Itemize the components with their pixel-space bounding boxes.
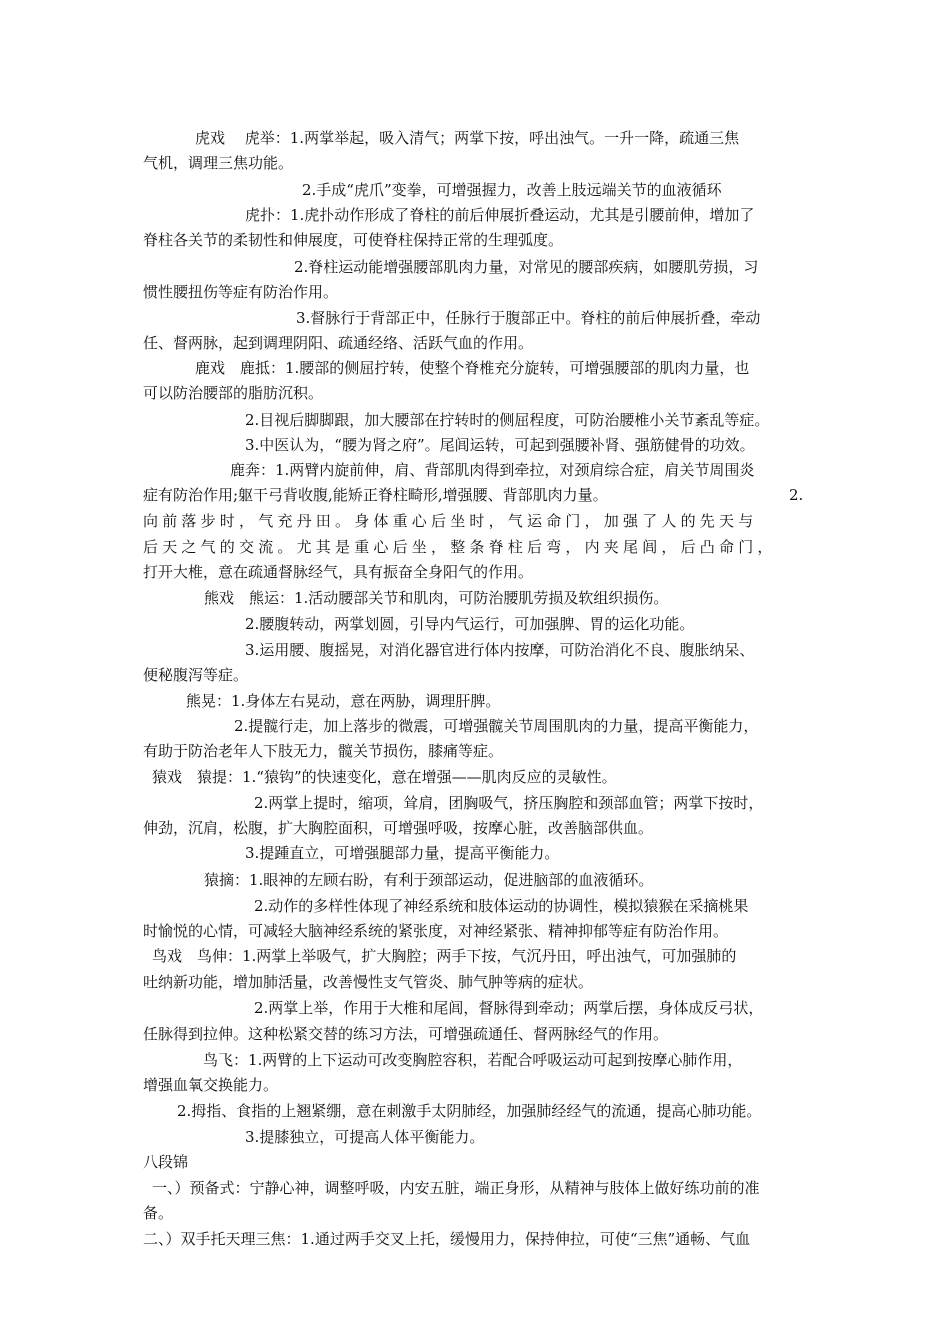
text-line: 有助于防治老年人下肢无力，髋关节损伤，膝痛等症。 xyxy=(143,742,504,760)
text-line: 可以防治腰部的脂肪沉积。 xyxy=(143,384,324,402)
text-line: 鸟戏 鸟伸：1.两掌上举吸气，扩大胸腔；两手下按，气沉丹田，呼出浊气，可加强肺的 xyxy=(152,947,737,965)
text-line: 症有防治作用;躯干弓背收腹,能矫正脊柱畸形,增强腰、背部肌肉力量。 xyxy=(143,486,608,504)
text-line: 2.动作的多样性体现了神经系统和肢体运动的协调性，模拟猿猴在采摘桃果 xyxy=(254,897,749,915)
text-line: 2.腰腹转动，两掌划圆，引导内气运行，可加强脾、胃的运化功能。 xyxy=(245,615,695,633)
text-line: 2.脊柱运动能增强腰部肌肉力量，对常见的腰部疾病，如腰肌劳损，习 xyxy=(294,258,759,276)
text-line: 鸟飞：1.两臂的上下运动可改变胸腔容积，若配合呼吸运动可起到按摩心肺作用， xyxy=(203,1051,743,1069)
text-line: 时愉悦的心情，可减轻大脑神经系统的紧张度，对神经紧张、精神抑郁等症有防治作用。 xyxy=(143,922,729,940)
text-line: 后天之气的交流。尤其是重心后坐，整条脊柱后弯，内夹尾闾，后凸命门， xyxy=(143,538,777,556)
text-line: 脊柱各关节的柔韧性和伸展度，可使脊柱保持正常的生理弧度。 xyxy=(143,231,564,249)
text-line: 惯性腰扭伤等症有防治作用。 xyxy=(143,283,339,301)
text-line: 任、督两脉，起到调理阴阳、疏通经络、活跃气血的作用。 xyxy=(143,334,534,352)
text-line: 便秘腹泻等症。 xyxy=(143,666,249,684)
text-line: 熊晃：1.身体左右晃动，意在两胁，调理肝脾。 xyxy=(186,692,501,710)
text-line: 3.提踵直立，可增强腿部力量，提高平衡能力。 xyxy=(245,844,560,862)
text-line: 熊戏 熊运：1.活动腰部关节和肌肉，可防治腰肌劳损及软组织损伤。 xyxy=(204,589,669,607)
text-line: 猿摘：1.眼神的左顾右盼，有利于颈部运动，促进脑部的血液循环。 xyxy=(204,871,654,889)
section-heading: 八段锦 xyxy=(143,1153,189,1171)
text-line: 2.拇指、食指的上翘紧绷，意在刺激手太阴肺经，加强肺经经气的流通，提高心肺功能。 xyxy=(177,1102,762,1120)
text-line: 猿戏 猿提：1.“猿钩”的快速变化，意在增强——肌肉反应的灵敏性。 xyxy=(152,768,617,786)
text-line: 吐纳新功能，增加肺活量，改善慢性支气管炎、肺气肿等病的症状。 xyxy=(143,973,594,991)
text-line: 二、）双手托天理三焦：1.通过两手交叉上托，缓慢用力，保持伸拉，可使“三焦”通畅、气血 xyxy=(143,1230,751,1248)
text-line: 任脉得到拉伸。这种松紧交替的练习方法，可增强疏通任、督两脉经气的作用。 xyxy=(143,1025,669,1043)
text-line: 伸劲，沉肩，松腹，扩大胸腔面积，可增强呼吸，按摩心脏，改善脑部供血。 xyxy=(143,819,654,837)
text-line: 3.运用腰、腹摇晃，对消化器官进行体内按摩，可防治消化不良、腹胀纳呆、 xyxy=(245,641,755,659)
text-line: 一、）预备式：宁静心神，调整呼吸，内安五脏，端正身形，从精神与肢体上做好练功前的准 xyxy=(152,1179,760,1197)
text-line: 气机，调理三焦功能。 xyxy=(143,154,294,172)
text-line: 3.督脉行于背部正中，任脉行于腹部正中。脊柱的前后伸展折叠，牵动 xyxy=(296,309,761,327)
text-line: 虎戏 虎举：1.两掌举起，吸入清气；两掌下按，呼出浊气。一升一降，疏通三焦 xyxy=(195,129,740,147)
text-line: 向前落步时，气充丹田。身体重心后坐时，气运命门，加强了人的先天与 xyxy=(143,512,758,530)
text-line: 鹿戏 鹿抵：1.腰部的侧屈拧转，使整个脊椎充分旋转，可增强腰部的肌肉力量，也 xyxy=(195,359,750,377)
text-line: 2.提髋行走，加上落步的微震，可增强髋关节周围肌肉的力量，提高平衡能力， xyxy=(234,717,759,735)
text-line: 鹿奔：1.两臂内旋前伸，肩、背部肌肉得到牵拉，对颈肩综合症，肩关节周围炎 xyxy=(230,461,755,479)
text-line: 2.两掌上提时，缩项，耸肩，团胸吸气，挤压胸腔和颈部血管；两掌下按时， xyxy=(254,794,764,812)
text-line: 2.手成“虎爪”变拳，可增强握力，改善上肢远端关节的血液循环 xyxy=(302,181,722,199)
text-line: 3.提膝独立，可提高人体平衡能力。 xyxy=(245,1128,485,1146)
text-line: 2.两掌上举，作用于大椎和尾闾，督脉得到牵动；两掌后摆，身体成反弓状， xyxy=(254,999,764,1017)
text-line: 虎扑：1.虎扑动作形成了脊柱的前后伸展折叠运动，尤其是引腰前伸，增加了 xyxy=(245,206,755,224)
text-line: 2. xyxy=(789,486,804,504)
text-line: 备。 xyxy=(143,1204,174,1222)
text-line: 3.中医认为，“腰为肾之府”。尾闾运转，可起到强腰补肾、强筋健骨的功效。 xyxy=(245,436,755,454)
text-line: 增强血氧交换能力。 xyxy=(143,1076,279,1094)
text-line: 打开大椎，意在疏通督脉经气，具有振奋全身阳气的作用。 xyxy=(143,563,534,581)
text-line: 2.目视后脚脚跟，加大腰部在拧转时的侧屈程度，可防治腰椎小关节紊乱等症。 xyxy=(245,411,770,429)
